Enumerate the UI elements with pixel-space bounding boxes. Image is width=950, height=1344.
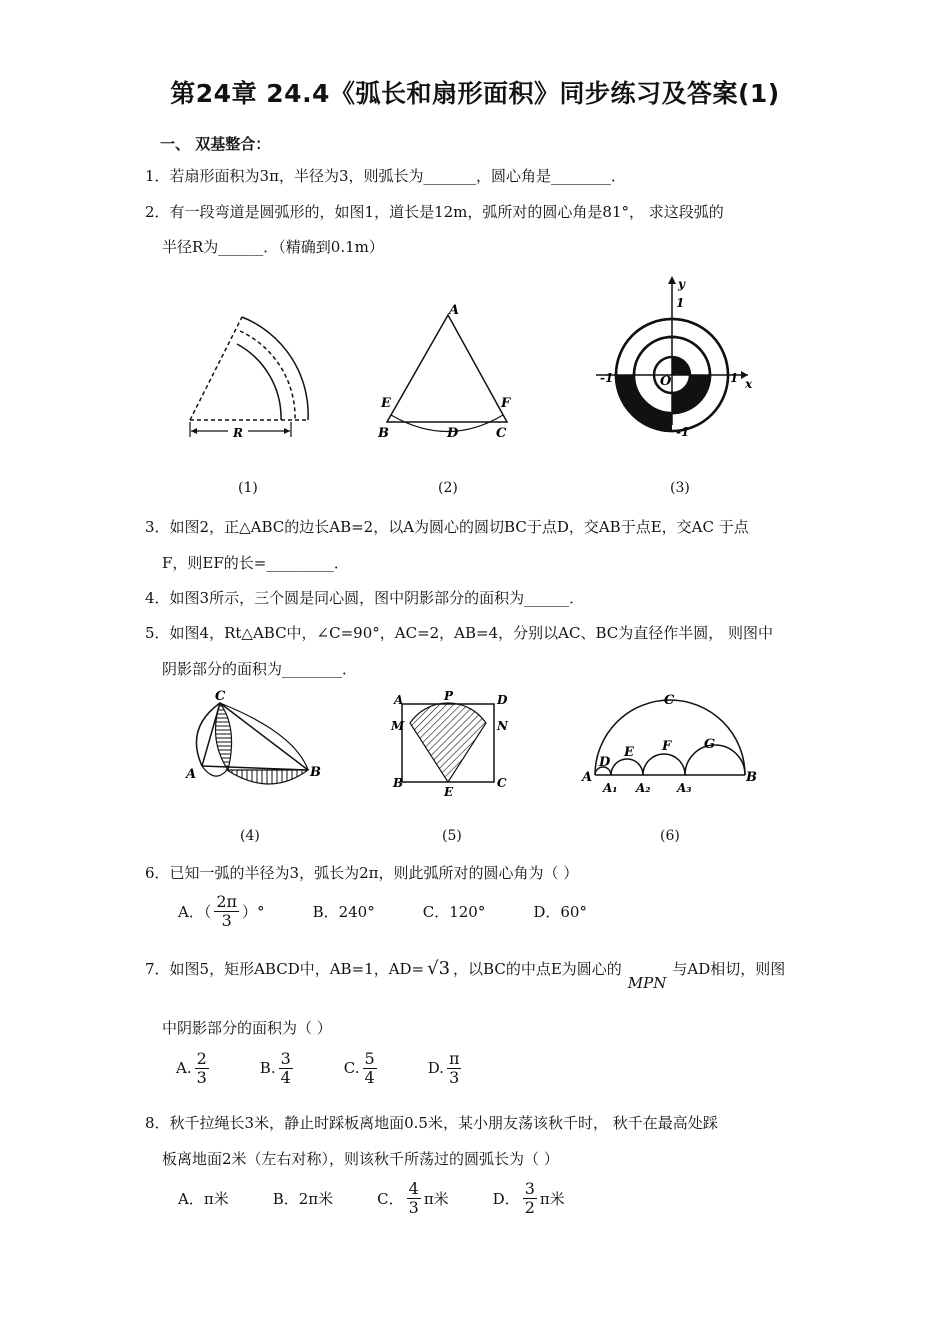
q7-opt-c-num: 5 — [364, 1049, 375, 1068]
page-title: 第24章 24.4《弧长和扇形面积》同步练习及答案(1) — [170, 79, 780, 108]
fig5-label-p: P — [444, 689, 454, 703]
fig6-label-a: A — [582, 770, 593, 785]
fig5-label-a: A — [394, 693, 404, 707]
q8-opt-d: D． — [492, 1189, 520, 1208]
fig6-label-g: G — [704, 737, 716, 752]
q7-opt-c-fraction — [363, 1050, 377, 1086]
q8-opt-d-fraction — [523, 1180, 537, 1216]
q8-opt-d-post: π米 — [539, 1189, 565, 1208]
q7-opt-a-num: 2 — [196, 1049, 207, 1068]
q6-opt-d: D．60° — [533, 902, 587, 921]
q8-opt-c-num: 4 — [408, 1179, 419, 1198]
q8-opt-d-num: 3 — [524, 1179, 535, 1198]
q8-opt-c-fraction — [407, 1180, 421, 1216]
question-5-line1: 5．如图4，Rt△ABC中，∠C=90°，AC=2，AB=4，分别以AC、BC为直径作半圆， 则图中 — [145, 624, 774, 642]
question-8-line2: 板离地面2米（左右对称），则该秋千所荡过的圆弧长为（ ） — [162, 1150, 559, 1168]
question-3-line1: 3．如图2，正△ABC的边长AB=2，以A为圆心的圆切BC于点D，交AB于点E，交AC 于点 — [145, 518, 749, 536]
fig3-pos1-y: 1 — [676, 296, 685, 310]
fig1-r-label: R — [233, 426, 243, 440]
q7-opt-b-num: 3 — [280, 1049, 291, 1068]
fig2-label-d: D — [447, 426, 459, 441]
q6-opt-a-num: 2π — [216, 892, 238, 911]
fig5-label-d: D — [497, 693, 508, 707]
q6-opt-a-den: 3 — [221, 910, 232, 930]
q8-opt-a: A．π米 — [178, 1189, 229, 1208]
q6-opt-a-post: ）° — [242, 902, 265, 921]
caption-5: (5) — [442, 828, 462, 844]
fig4-label-c: C — [215, 689, 226, 704]
q7-opt-b-den: 4 — [280, 1067, 291, 1087]
fig2-label-a: A — [449, 303, 460, 318]
figure-6 — [578, 688, 758, 802]
q8-opt-d-den: 2 — [524, 1197, 535, 1217]
q7-text-mid: ，以BC的中点E为圆心的 — [453, 960, 622, 978]
section-heading: 一、 双基整合： — [160, 135, 271, 153]
question-5-line2: 阴影部分的面积为________． — [162, 660, 358, 678]
q7-opt-a-fraction — [195, 1050, 209, 1086]
q7-opt-d-fraction — [447, 1050, 462, 1086]
fig2-label-e: E — [381, 396, 391, 411]
caption-4: (4) — [240, 828, 260, 844]
fig2-label-c: C — [496, 426, 507, 441]
q7-opt-c-den: 4 — [364, 1067, 375, 1087]
fig4-label-a: A — [186, 767, 197, 782]
question-8-line1: 8．秋千拉绳长3米，静止时踩板离地面0.5米，某小朋友荡该秋千时， 秋千在最高处踩 — [145, 1114, 718, 1132]
q8-opt-b: B．2π米 — [272, 1189, 334, 1208]
q6-opt-b: B．240° — [312, 902, 375, 921]
q7-opt-b-fraction — [279, 1050, 293, 1086]
fig2-label-f: F — [501, 396, 511, 411]
fig6-label-a3: A₃ — [677, 781, 692, 795]
q7-opt-a-den: 3 — [196, 1067, 207, 1087]
question-2-line1: 2．有一段弯道是圆弧形的，如图1，道长是12m，弧所对的圆心角是81°， 求这段弧的 — [145, 203, 724, 221]
q7-opt-d-num: π — [448, 1049, 460, 1068]
q7-sqrt3: √3 — [427, 958, 451, 979]
fig5-label-b: B — [393, 776, 404, 790]
caption-1: (1) — [238, 480, 258, 496]
q8-opt-c: C． — [377, 1189, 404, 1208]
fig4-label-b: B — [310, 765, 321, 780]
q7-opt-d: D. — [427, 1059, 444, 1078]
fig5-label-n: N — [497, 719, 508, 733]
fig3-neg1-y: -1 — [676, 425, 690, 439]
fig5-label-e: E — [444, 785, 454, 799]
fig3-pos1-x: 1 — [730, 371, 739, 385]
q6-opt-a-pre: A．（ — [178, 902, 212, 921]
q6-opt-c: C．120° — [422, 902, 486, 921]
fig6-label-a1: A₁ — [603, 781, 618, 795]
fig2-label-b: B — [378, 426, 389, 441]
q7-opt-c: C. — [343, 1059, 360, 1078]
question-7-line1 — [145, 958, 786, 992]
caption-3: (3) — [670, 480, 690, 496]
q6-opt-a-fraction — [214, 893, 239, 929]
q7-opt-b: B. — [259, 1059, 276, 1078]
question-7-options — [176, 1050, 464, 1086]
figure-3 — [590, 270, 760, 444]
question-3-line2: F，则EF的长=_________． — [162, 554, 349, 572]
q7-text-pre: 7．如图5，矩形ABCD中，AB=1，AD= — [145, 960, 425, 978]
fig3-y: y — [678, 277, 685, 291]
fig6-label-e: E — [624, 745, 634, 760]
q8-opt-c-den: 3 — [408, 1197, 419, 1217]
fig3-neg1-x: -1 — [600, 371, 614, 385]
question-2-line2: 半径R为______．（精确到0.1m） — [162, 238, 384, 256]
question-7-line2: 中阴影部分的面积为（ ） — [162, 1019, 332, 1037]
q7-arc-mpn: MPN — [627, 973, 667, 992]
fig5-label-m: M — [391, 719, 405, 733]
q7-text-post: 与AD相切，则图 — [672, 960, 786, 978]
fig6-label-b: B — [746, 770, 757, 785]
fig6-label-f: F — [662, 739, 672, 754]
fig3-o: O — [660, 374, 672, 389]
question-8-options — [178, 1180, 565, 1216]
fig3-x: x — [745, 377, 753, 391]
caption-2: (2) — [438, 480, 458, 496]
question-6-options — [178, 893, 587, 929]
q8-opt-c-post: π米 — [423, 1189, 449, 1208]
fig6-label-c: C — [664, 693, 675, 708]
fig5-label-c: C — [497, 776, 507, 790]
question-4: 4．如图3所示，三个圆是同心圆，图中阴影部分的面积为______． — [145, 589, 585, 607]
figure-2 — [375, 300, 525, 444]
fig6-label-a2: A₂ — [636, 781, 651, 795]
question-1: 1．若扇形面积为3π，半径为3，则弧长为_______，圆心角是________． — [145, 167, 626, 185]
fig6-label-d: D — [599, 755, 611, 770]
question-6: 6．已知一弧的半径为3，弧长为2π，则此弧所对的圆心角为（ ） — [145, 864, 579, 882]
q7-opt-a: A. — [176, 1059, 192, 1078]
figure-1 — [180, 310, 320, 454]
figure-5 — [390, 690, 520, 804]
caption-6: (6) — [660, 828, 680, 844]
q7-opt-d-den: 3 — [449, 1067, 460, 1087]
figure-4 — [180, 688, 340, 802]
